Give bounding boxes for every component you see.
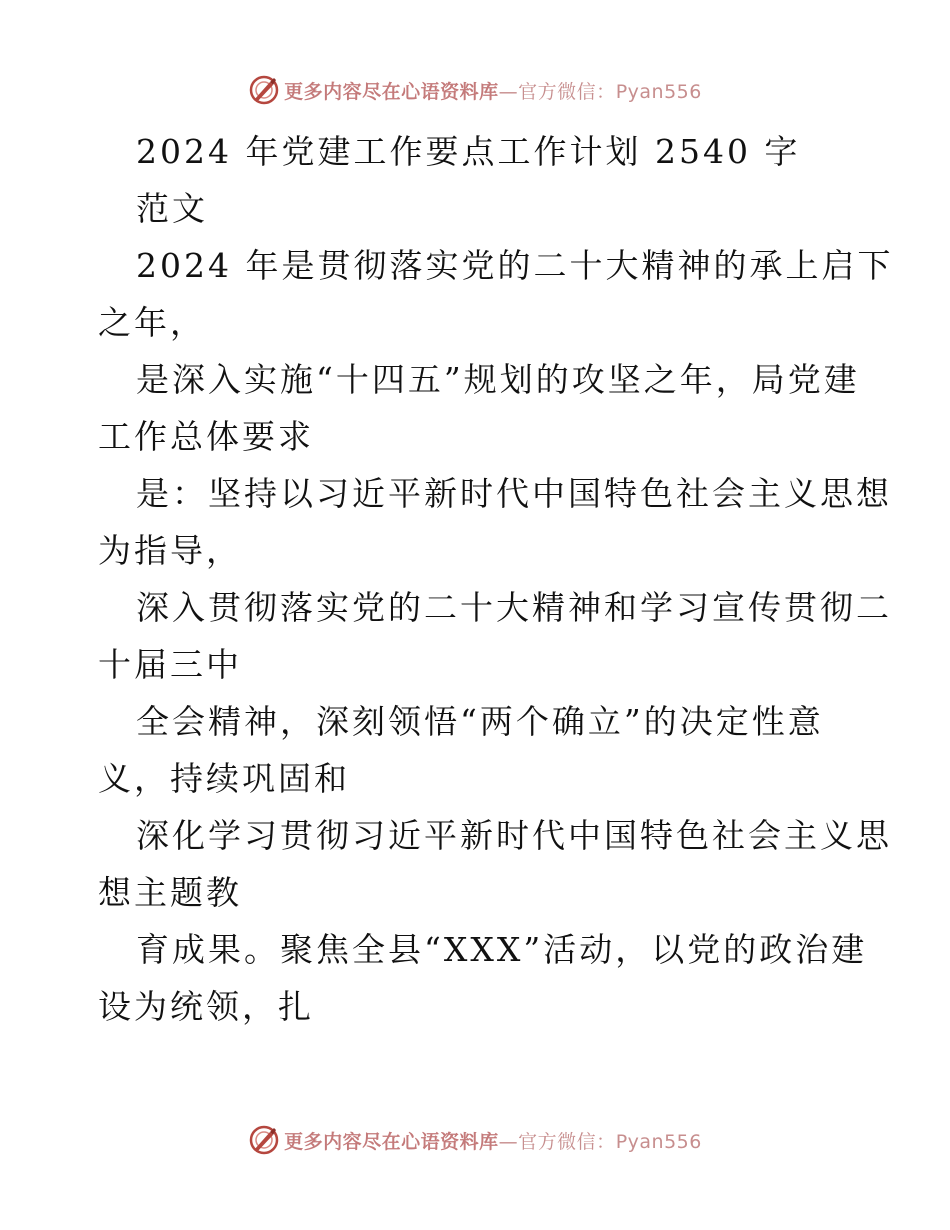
paragraph-line: 之年， [98, 303, 206, 342]
paragraph-line: 工作总体要求 [98, 417, 314, 456]
document-title-line: 2024 年党建工作要点工作计划 2540 字 [136, 132, 801, 171]
watermark-wechat-id: Pyan556 [615, 80, 702, 103]
document-body [98, 123, 894, 1035]
document-title-line: 范文 [136, 189, 208, 228]
pen-logo-icon [248, 74, 280, 106]
paragraph-line: 是深入实施“十四五”规划的攻坚之年，局党建 [136, 360, 860, 399]
header-watermark [0, 70, 950, 110]
paragraph-line: 设为统领，扎 [98, 987, 314, 1026]
watermark-separator: — [498, 80, 519, 103]
watermark-text [284, 77, 702, 104]
watermark-wechat-id: Pyan556 [615, 1130, 702, 1153]
paragraph-line: 育成果。聚焦全县“XXX”活动，以党的政治建 [136, 930, 868, 969]
watermark-brand: 更多内容尽在心语资料库 [284, 80, 499, 103]
paragraph-line: 为指导， [98, 531, 242, 570]
paragraph-line: 深入贯彻落实党的二十大精神和学习宣传贯彻二 [136, 588, 892, 627]
paragraph-line: 义，持续巩固和 [98, 759, 350, 798]
paragraph-line: 全会精神，深刻领悟“两个确立”的决定性意 [136, 702, 824, 741]
watermark-text [284, 1127, 702, 1154]
paragraph-line: 是：坚持以习近平新时代中国特色社会主义思想 [136, 474, 892, 513]
watermark-separator: — [498, 1130, 519, 1153]
paragraph-line: 2024 年是贯彻落实党的二十大精神的承上启下 [136, 246, 894, 285]
paragraph-line: 想主题教 [98, 873, 242, 912]
footer-watermark [0, 1120, 950, 1160]
watermark-wechat-label: 官方微信： [518, 1130, 616, 1153]
paragraph-line: 十届三中 [98, 645, 242, 684]
pen-logo-icon [248, 1124, 280, 1156]
paragraph-line: 深化学习贯彻习近平新时代中国特色社会主义思 [136, 816, 892, 855]
watermark-wechat-label: 官方微信： [518, 80, 616, 103]
watermark-brand: 更多内容尽在心语资料库 [284, 1130, 499, 1153]
